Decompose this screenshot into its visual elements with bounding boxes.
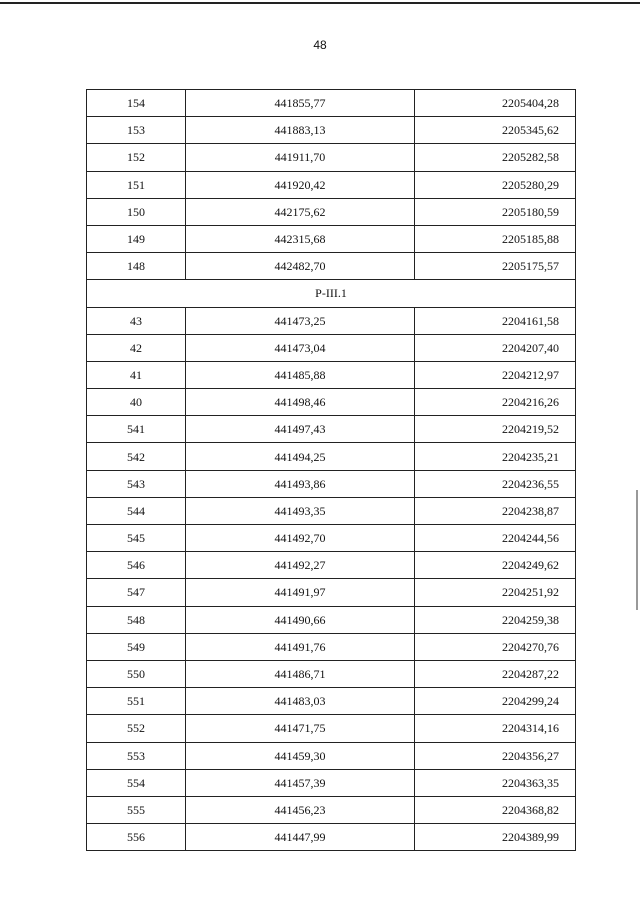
y-coordinate-cell: 2204161,58 [415,307,576,334]
x-coordinate-cell: 441491,76 [186,633,415,660]
y-coordinate-cell: 2204249,62 [415,552,576,579]
table-row [87,198,576,225]
y-coordinate-cell: 2205345,62 [415,117,576,144]
table-row [87,225,576,252]
table-row [87,633,576,660]
y-coordinate-cell: 2205180,59 [415,198,576,225]
point-number-cell: 148 [87,253,186,280]
y-coordinate-cell: 2204244,56 [415,525,576,552]
table-row [87,307,576,334]
coordinates-table-body [87,90,576,851]
section-header-row [87,280,576,307]
table-row [87,497,576,524]
x-coordinate-cell: 441457,39 [186,769,415,796]
y-coordinate-cell: 2204251,92 [415,579,576,606]
x-coordinate-cell: 441471,75 [186,715,415,742]
table-row [87,688,576,715]
point-number-cell: 552 [87,715,186,742]
x-coordinate-cell: 441473,25 [186,307,415,334]
x-coordinate-cell: 441473,04 [186,334,415,361]
table-row [87,443,576,470]
point-number-cell: 551 [87,688,186,715]
point-number-cell: 547 [87,579,186,606]
table-row [87,579,576,606]
point-number-cell: 152 [87,144,186,171]
table-row [87,416,576,443]
section-title: P-III.1 [87,280,576,307]
point-number-cell: 42 [87,334,186,361]
y-coordinate-cell: 2204259,38 [415,606,576,633]
table-row [87,144,576,171]
table-row [87,334,576,361]
y-coordinate-cell: 2204219,52 [415,416,576,443]
x-coordinate-cell: 441497,43 [186,416,415,443]
point-number-cell: 542 [87,443,186,470]
point-number-cell: 43 [87,307,186,334]
point-number-cell: 556 [87,824,186,851]
scan-edge-mark [636,490,638,610]
y-coordinate-cell: 2205404,28 [415,90,576,117]
x-coordinate-cell: 441911,70 [186,144,415,171]
coordinates-table [86,89,576,851]
x-coordinate-cell: 441491,97 [186,579,415,606]
y-coordinate-cell: 2204299,24 [415,688,576,715]
table-row [87,660,576,687]
y-coordinate-cell: 2204287,22 [415,660,576,687]
x-coordinate-cell: 441920,42 [186,171,415,198]
x-coordinate-cell: 442482,70 [186,253,415,280]
x-coordinate-cell: 441855,77 [186,90,415,117]
y-coordinate-cell: 2204314,16 [415,715,576,742]
table-row [87,552,576,579]
y-coordinate-cell: 2204216,26 [415,389,576,416]
y-coordinate-cell: 2204212,97 [415,361,576,388]
point-number-cell: 550 [87,660,186,687]
point-number-cell: 548 [87,606,186,633]
table-row [87,90,576,117]
y-coordinate-cell: 2204389,99 [415,824,576,851]
point-number-cell: 149 [87,225,186,252]
point-number-cell: 543 [87,470,186,497]
x-coordinate-cell: 441456,23 [186,796,415,823]
x-coordinate-cell: 441492,27 [186,552,415,579]
table-row [87,253,576,280]
y-coordinate-cell: 2204236,55 [415,470,576,497]
table-row [87,470,576,497]
point-number-cell: 40 [87,389,186,416]
x-coordinate-cell: 441483,03 [186,688,415,715]
y-coordinate-cell: 2205175,57 [415,253,576,280]
x-coordinate-cell: 441490,66 [186,606,415,633]
x-coordinate-cell: 441459,30 [186,742,415,769]
page-number: 48 [313,38,327,52]
table-row [87,769,576,796]
x-coordinate-cell: 441498,46 [186,389,415,416]
point-number-cell: 544 [87,497,186,524]
table-row [87,525,576,552]
y-coordinate-cell: 2205280,29 [415,171,576,198]
y-coordinate-cell: 2205185,88 [415,225,576,252]
x-coordinate-cell: 441883,13 [186,117,415,144]
y-coordinate-cell: 2204356,27 [415,742,576,769]
point-number-cell: 41 [87,361,186,388]
top-edge-rule [0,2,640,4]
x-coordinate-cell: 441492,70 [186,525,415,552]
table-row [87,606,576,633]
x-coordinate-cell: 441447,99 [186,824,415,851]
y-coordinate-cell: 2204270,76 [415,633,576,660]
x-coordinate-cell: 441493,35 [186,497,415,524]
y-coordinate-cell: 2204238,87 [415,497,576,524]
table-row [87,796,576,823]
point-number-cell: 555 [87,796,186,823]
point-number-cell: 150 [87,198,186,225]
table-row [87,171,576,198]
x-coordinate-cell: 441494,25 [186,443,415,470]
point-number-cell: 546 [87,552,186,579]
point-number-cell: 541 [87,416,186,443]
x-coordinate-cell: 442175,62 [186,198,415,225]
table-row [87,824,576,851]
point-number-cell: 549 [87,633,186,660]
table-row [87,715,576,742]
x-coordinate-cell: 441485,88 [186,361,415,388]
y-coordinate-cell: 2204368,82 [415,796,576,823]
point-number-cell: 154 [87,90,186,117]
x-coordinate-cell: 441493,86 [186,470,415,497]
table-row [87,361,576,388]
y-coordinate-cell: 2204207,40 [415,334,576,361]
point-number-cell: 553 [87,742,186,769]
y-coordinate-cell: 2205282,58 [415,144,576,171]
point-number-cell: 545 [87,525,186,552]
table-row [87,742,576,769]
y-coordinate-cell: 2204363,35 [415,769,576,796]
table-row [87,389,576,416]
y-coordinate-cell: 2204235,21 [415,443,576,470]
point-number-cell: 554 [87,769,186,796]
point-number-cell: 151 [87,171,186,198]
table-row [87,117,576,144]
x-coordinate-cell: 442315,68 [186,225,415,252]
point-number-cell: 153 [87,117,186,144]
x-coordinate-cell: 441486,71 [186,660,415,687]
